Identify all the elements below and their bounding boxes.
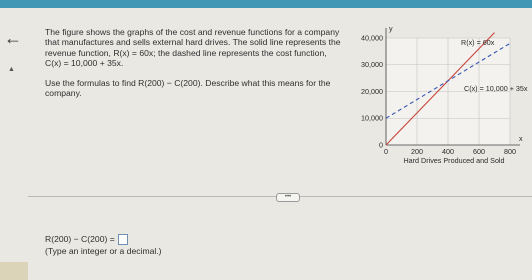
bottom-strip bbox=[0, 262, 28, 280]
problem-text bbox=[45, 27, 345, 109]
back-arrow-icon[interactable]: ← bbox=[4, 28, 22, 48]
x-tick-label: 200 bbox=[411, 147, 423, 156]
top-bar bbox=[0, 0, 532, 8]
cost-revenue-chart bbox=[338, 18, 530, 173]
y-tick-label: 20,000 bbox=[361, 86, 383, 96]
more-button[interactable]: ••• bbox=[276, 193, 300, 202]
x-tick-label: 800 bbox=[504, 147, 516, 156]
y-axis-end-label: y bbox=[389, 24, 393, 33]
x-tick-label: 400 bbox=[442, 147, 454, 156]
answer-row bbox=[45, 234, 128, 245]
answer-label: R(200) − C(200) = bbox=[45, 234, 118, 244]
y-tick-label: 0 bbox=[379, 140, 383, 150]
answer-hint: (Type an integer or a decimal.) bbox=[45, 246, 162, 256]
answer-input[interactable] bbox=[118, 234, 128, 245]
cost-label: C(x) = 10,000 + 35x bbox=[464, 84, 528, 93]
x-tick-label: 0 bbox=[384, 147, 388, 156]
revenue-label: R(x) = 60x bbox=[461, 38, 495, 47]
y-tick-label: 40,000 bbox=[361, 33, 383, 43]
y-tick-label: 30,000 bbox=[361, 60, 383, 70]
side-marker-icon: ▲ bbox=[8, 66, 15, 73]
problem-paragraph-1: The figure shows the graphs of the cost and revenue functions for a company that manufactures and sells external hard drives. The solid line represents the revenue function, R(x) = 60x; the dashed line represents the cost function, C(x) = 10,000 + 35x. bbox=[45, 27, 341, 68]
chart-svg bbox=[338, 18, 530, 173]
y-tick-label: 10,000 bbox=[361, 113, 383, 123]
problem-paragraph-2: Use the formulas to find R(200) − C(200). Describe what this means for the company. bbox=[45, 78, 331, 99]
x-axis-end-label: x bbox=[519, 134, 523, 143]
x-tick-label: 600 bbox=[473, 147, 485, 156]
x-axis-title: Hard Drives Produced and Sold bbox=[403, 156, 505, 165]
